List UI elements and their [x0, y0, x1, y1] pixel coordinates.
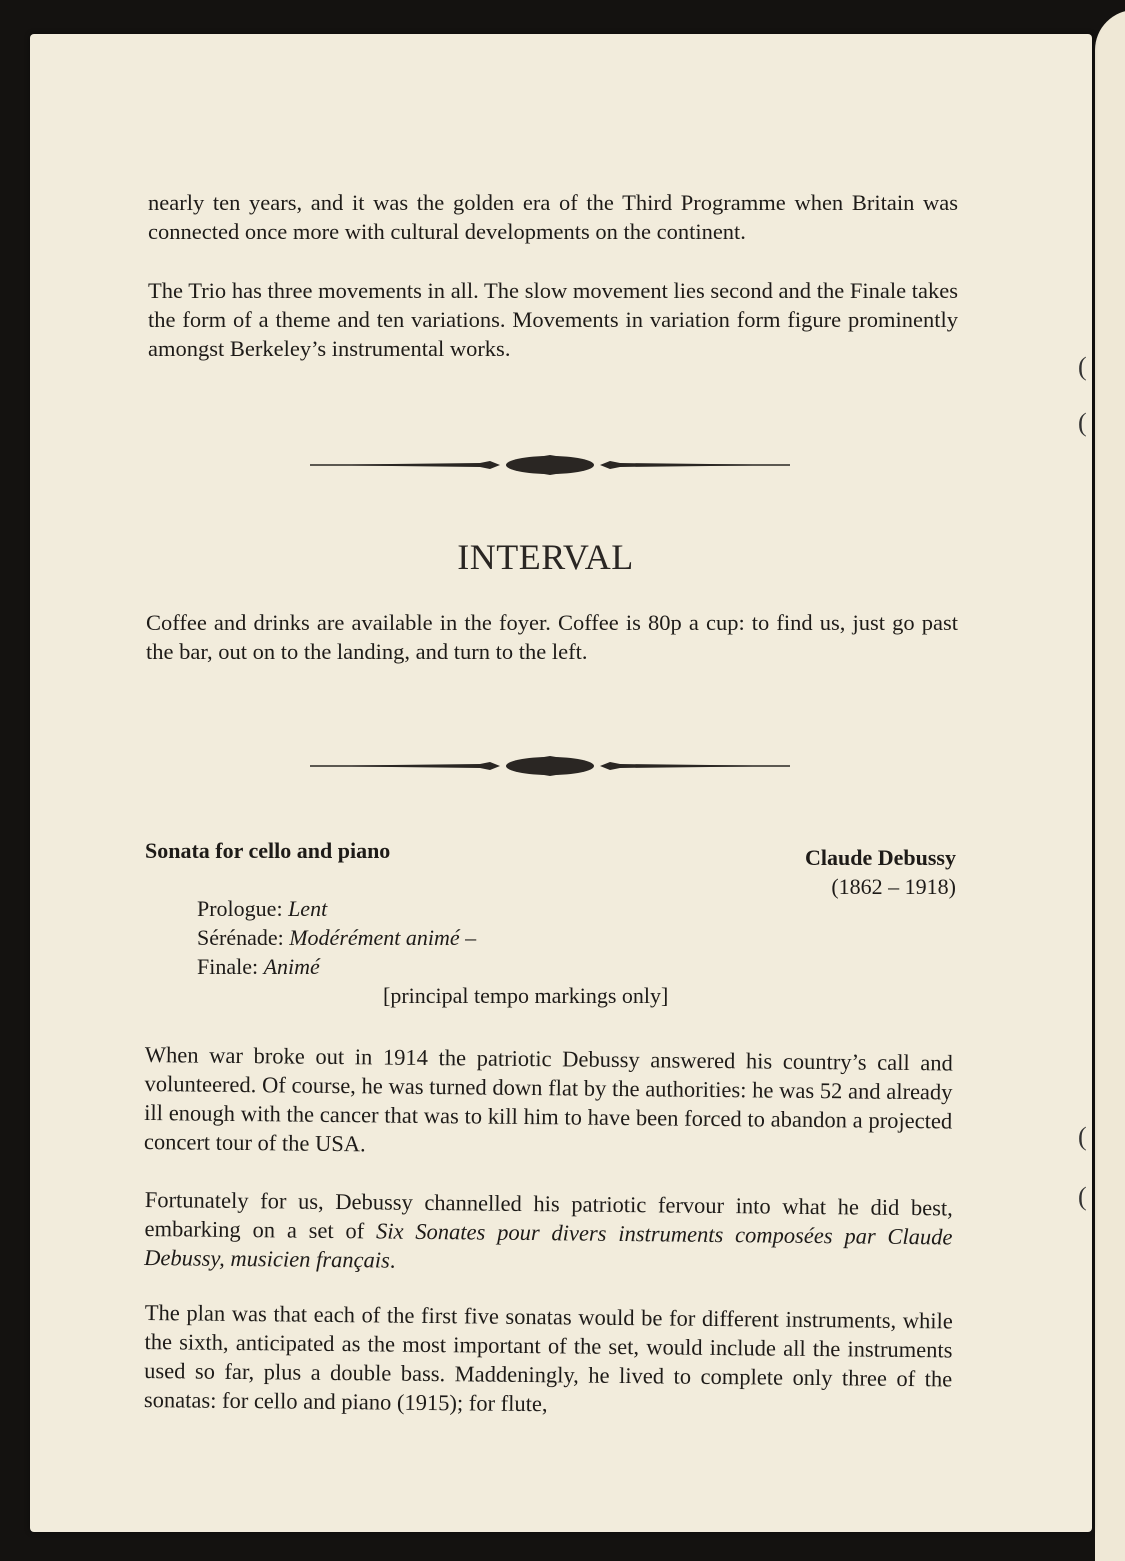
tempo-note: [principal tempo markings only] — [383, 983, 669, 1008]
ornamental-divider — [310, 750, 790, 782]
paragraph-war-1914: When war broke out in 1914 the patriotic Debussy answered his country’s call and volunteered. Of course, he was turned down flat by the authorities: he was 52 and already ill enough with the cancer that was to kill him to have been forced to abandon a projected concert tour of the USA. — [143, 1041, 953, 1157]
next-page-edge — [1095, 10, 1125, 1561]
movement-tempo: Modérément animé – — [289, 925, 477, 950]
composer-name: Claude Debussy — [805, 845, 956, 870]
six-sonatas-title: Six Sonates pour divers instruments composées par Claude Debussy, musicien français — [144, 1218, 953, 1273]
paragraph-trio-movements: The Trio has three movements in all. The slow movement lies second and the Finale takes the form of a theme and ten variations. Movements in variation form figure prominently amongst Berkeley’s instrumental works. — [148, 278, 958, 361]
ornamental-divider — [310, 449, 790, 481]
movement-tempo: Lent — [288, 896, 328, 921]
movement-tempo: Animé — [263, 954, 320, 979]
paragraph-six-sonatas — [144, 1185, 953, 1280]
movement-item — [197, 923, 476, 952]
composer-block — [700, 843, 956, 901]
binding-mark: ( — [1078, 1122, 1087, 1151]
six-sonatas-text-end: . — [389, 1247, 396, 1273]
movement-list — [197, 894, 476, 981]
paragraph-third-programme: nearly ten years, and it was the golden era of the Third Programme when Britain was connected once more with cultural developments on the continent. — [148, 190, 958, 244]
binding-mark: ( — [1078, 1182, 1087, 1211]
movement-item — [197, 952, 476, 981]
binding-mark: ( — [1078, 352, 1087, 381]
composer-dates: (1862 – 1918) — [831, 874, 956, 899]
movement-name: Prologue: — [197, 896, 283, 921]
movement-name: Finale: — [197, 954, 259, 979]
paragraph-sonata-plan: The plan was that each of the first five sonatas would be for different instruments, while the sixth, anticipated as the most important of the set, would include all the instruments used so far, plus a double bass. Maddeningly, he lived to complete only three of the sonatas: for cello and piano (1915); for flute, — [143, 1299, 953, 1417]
interval-heading: INTERVAL — [457, 537, 634, 577]
binding-mark: ( — [1078, 408, 1087, 437]
interval-info: Coffee and drinks are available in the foyer. Coffee is 80p a cup: to find us, just go past the bar, out on to the landing, and turn to the left. — [146, 610, 958, 664]
work-title: Sonata for cello and piano — [145, 838, 391, 863]
movement-name: Sérénade: — [197, 925, 284, 950]
movement-item — [197, 894, 476, 923]
six-sonatas-text-start: Fortunately for us, Debussy channelled his patriotic fervour into what he did best, embarking on a set of — [144, 1186, 953, 1244]
